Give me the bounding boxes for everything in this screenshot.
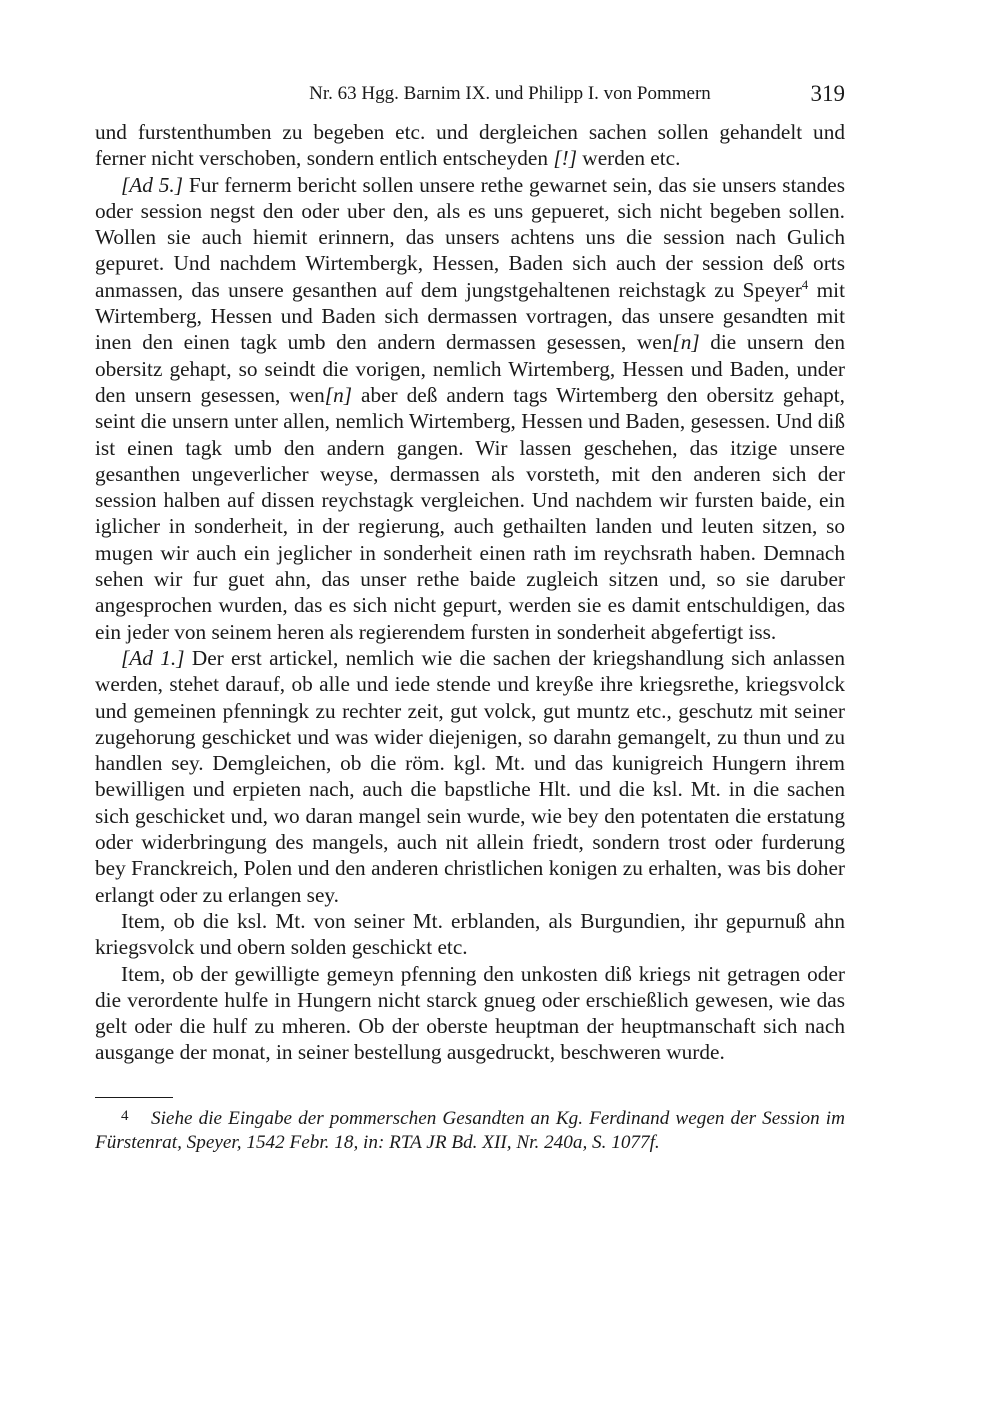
text-run: mit Wirtemberg, Hessen und Baden sich dermassen vortragen, das unsere gesandten mit inen den einen tagk umb den andern dermassen gesessen, wen	[95, 277, 845, 355]
editorial-mark: [n]	[324, 382, 353, 407]
page	[95, 78, 845, 1155]
paragraph-ad-5	[95, 172, 845, 645]
body-text	[95, 119, 845, 1066]
running-title: Nr. 63 Hgg. Barnim IX. und Philipp I. von Pommern	[309, 83, 711, 104]
footnote	[95, 1104, 845, 1155]
editorial-mark: [!]	[553, 146, 577, 171]
footnote-number: 4	[121, 1107, 129, 1124]
footnote-divider	[95, 1097, 173, 1098]
paragraph-item-1: Item, ob die ksl. Mt. von seiner Mt. erblanden, als Burgundien, ihr gepurnuß ahn kriegsvolck und obern solden geschickt etc.	[95, 908, 845, 960]
text-run: Der erst artickel, nemlich wie die sachen der kriegshandlung sich anlassen werden, stehet darauf, ob alle und iede stende und kreyße ihre kriegsrethe, kriegsvolck und gemeinen pfenningk zu rechter zeit, gut volck, gut muntz etc., geschutz mit seiner zugehorung geschicket und was wider diejenigen, so darahn gemangelt, zu thun und zu handlen sey. Demgleichen, ob die röm. kgl. Mt. und das kunigreich Hungern ihrem bewilligen und erpieten nach, auch die bapstliche Hlt. und die ksl. Mt. in die sachen sich geschicket und, wo daran mangel sein wurde, wie bey den potentaten die erstatung oder widerbringung des mangels, auch nit allein friedt, sondern trost oder furderung bey Franckreich, Polen und den anderen christlichen konigen zu erhalten, was bis doher erlangt oder zu erlangen sey.	[95, 645, 845, 907]
editorial-mark: [n]	[672, 330, 700, 355]
text-run: die unsern den obersitz gehapt, so seindt die vorigen, nemlich Wirtemberg, Hessen und Baden, under den unsern gesessen, wen	[95, 330, 845, 407]
page-number: 319	[810, 81, 845, 106]
text-run: Fur fernerm bericht sollen unsere rethe gewarnet sein, das sie unsers standes oder session negst den oder uber den, als es uns gepueret, sich nicht begeben sollen. Wollen sie auch hiemit erinnern, das unsers achtens uns die session nach Gulich gepuret. Und nachdem Wirtembergk, Hessen, Baden sich auch der session deß orts anmassen, das unsere gesanthen auf dem jungstgehaltenen reichstagk zu Speyer	[95, 172, 845, 302]
text-run: aber deß andern tags Wirtemberg den obersitz gehapt, seint die unsern unter allen, nemlich Wirtemberg, Hessen und Baden, gesessen. Und diß ist einen tagk umb den andern gangen. Wir lassen geschehen, das itzige unsere gesanthen ungeverlicher weyse, dermassen als vorsteth, mit den anderen sich der session halben auf dissen reychstagk vergleichen. Und nachdem wir fursten baide, ein iglicher in sonderheit, in der regierung, auch gethailten landen und leuten sitzen, so mugen wir auch ein jeglicher in sonderheit einen rath im reychsrath haben. Demnach sehen wir fur guet ahn, das unser rethe baide zugleich sitzen und, so sie daruber angesprochen wurden, das es sich nicht gepurt, werden sie es damit entschuldigen, das ein jeder von seinem heren als regierendem fursten in sonderheit abgefertigt iss.	[95, 382, 845, 644]
footnote-text: Siehe die Eingabe der pommerschen Gesandten an Kg. Ferdinand wegen der Session im Fürstenrat, Speyer, 1542 Febr. 18, in: RTA JR Bd. XII, Nr. 240a, S. 1077f.	[95, 1107, 845, 1153]
section-label: [Ad 5.]	[121, 172, 184, 197]
paragraph-1	[95, 119, 845, 172]
text-run: werden etc.	[576, 146, 681, 171]
text-run: und furstenthumben zu begeben etc. und dergleichen sachen sollen gehandelt und ferner nicht verschoben, sondern entlich entscheyden	[95, 120, 845, 171]
running-head	[95, 78, 845, 110]
footnote-reference[interactable]: 4	[801, 276, 809, 292]
paragraph-ad-1	[95, 645, 845, 908]
section-label: [Ad 1.]	[121, 645, 185, 670]
paragraph-item-2: Item, ob der gewilligte gemeyn pfenning den unkosten diß kriegs nit getragen oder die verordente hulfe in Hungern nicht starck gnueg oder erschießlich gewesen, wie das gelt oder die hulf zu mheren. Ob der oberste heuptman der heuptmanschaft sich nach ausgange der monat, in seiner bestellung ausgedruckt, beschweren wurde.	[95, 961, 845, 1065]
